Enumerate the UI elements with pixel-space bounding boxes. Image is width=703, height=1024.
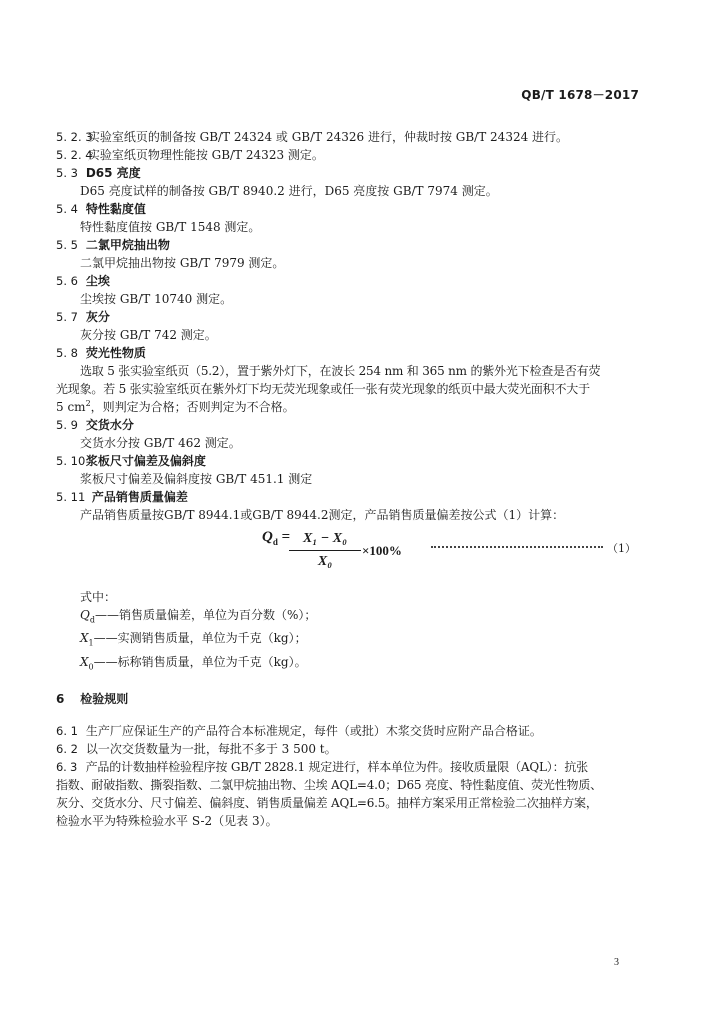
clause-5-9-body: 交货水分按 GB/T 462 测定。 [80,436,241,450]
clause-5-10-body: 浆板尺寸偏差及偏斜度按 GB/T 451.1 测定 [80,472,313,486]
clause-5-6-body: 尘埃按 GB/T 10740 测定。 [80,292,233,306]
symbol: Q [80,608,90,622]
clause-5-9-heading [56,416,640,434]
clause-5-11-body: 产品销售质量按GB/T 8944.1或GB/T 8944.2测定，产品销售质量偏差按公式（1）计算： [80,508,565,522]
where-def-x1 [56,629,640,652]
clause-6-3-line2: 指数、耐破指数、撕裂指数、二氯甲烷抽出物、尘埃 AQL=4.0；D65 亮度、特性黏度值、荧光性物质、 [56,778,602,793]
clause-number: 5. 3 [56,166,78,180]
clause-5-3-heading [56,164,640,182]
symbol-subscript: 1 [88,638,94,648]
formula-fraction [289,530,361,571]
clause-title: 浆板尺寸偏差及偏斜度 [85,454,206,468]
clause-5-5-body: 二氯甲烷抽出物按 GB/T 7979 测定。 [80,256,285,270]
formula-1 [56,528,640,584]
formula-number: （1） [607,542,636,555]
clause-5-7-heading [56,308,640,326]
definition-text: ——实测销售质量，单位为千克（kg）； [93,631,307,646]
section-title: 检验规则 [80,692,129,707]
clause-number: 5. 10 [56,454,86,468]
where-def-qd [56,606,640,629]
section-6-heading [56,690,640,708]
clause-5-4-body: 特性黏度值按 GB/T 1548 测定。 [80,220,261,234]
standard-code: QB/T 1678－2017 [521,88,639,102]
clause-title: 灰分 [85,310,110,324]
page-number: 3 [614,957,619,968]
clause-text: ，则判定为合格；否则判定为不合格。 [90,400,295,414]
clause-5-8-heading [56,344,640,362]
clause-6-3-line4: 检验水平为特殊检验水平 S-2（见表 3）。 [56,814,278,829]
clause-5-10-heading [56,452,640,470]
clause-text: 实验室纸页的制备按 GB/T 24324 或 GB/T 24326 进行，仲裁时按 GB/T 24324 进行。 [87,130,569,144]
clause-6-3-line3: 灰分、交货水分、尺寸偏差、偏斜度、销售质量偏差 AQL=6.5。抽样方案采用正常检验二次抽样方案， [56,796,598,811]
clause-5-2-3 [56,128,640,146]
clause-title: 产品销售质量偏差 [91,490,188,504]
clause-number: 6. 1 [56,724,78,739]
symbol: X [80,631,89,646]
clause-5-4-heading [56,200,640,218]
clause-number: 5. 9 [56,418,78,432]
formula-leader-dots [431,546,603,548]
symbol: X [80,654,89,669]
clause-number: 5. 8 [56,346,78,360]
clause-number: 5. 7 [56,310,78,324]
clause-title: 二氯甲烷抽出物 [85,238,170,252]
clause-5-5-heading [56,236,640,254]
clause-text: 实验室纸页物理性能按 GB/T 24323 测定。 [87,148,324,162]
formula-denominator: X₀ [317,554,333,569]
clause-number: 5. 6 [56,274,78,288]
where-def-x0 [56,653,640,676]
clause-text: 产品的计数抽样检验程序按 GB/T 2828.1 规定进行，样本单位为件。接收质量限（AQL）：抗张 [85,760,588,775]
where-label: 式中： [80,590,117,604]
clause-5-11-heading [56,488,640,506]
formula-numerator: X₁ − X₀ [289,530,361,551]
clause-number: 6. 2 [56,742,78,757]
clause-number: 5. 5 [56,238,78,252]
formula-lhs: $Q_d$ = [262,529,291,547]
clause-number: 5. 2. 4 [56,148,93,162]
symbol-subscript: 0 [88,662,94,672]
clause-title: 交货水分 [85,418,134,432]
clause-number: 6. 3 [56,760,78,775]
formula-lhs-subscript: d [272,537,278,547]
clause-5-8-body-line2: 光现象。若 5 张实验室纸页在紫外灯下均无荧光现象或任一张有荧光现象的纸页中最大荧光面积不大于 [56,382,590,396]
clause-5-8-body-line3 [56,398,640,416]
section-number: 6 [56,692,65,707]
area-exponent: 2 [85,399,91,408]
definition-text: ——标称销售质量，单位为千克（kg）。 [93,654,307,669]
clause-number: 5. 4 [56,202,78,216]
clause-5-6-heading [56,272,640,290]
clause-title: 荧光性物质 [85,346,146,360]
clause-5-2-4 [56,146,640,164]
clause-text: 生产厂应保证生产的产品符合本标准规定，每件（或批）木浆交货时应附产品合格证。 [85,724,542,739]
clause-number: 5. 2. 3 [56,130,93,144]
page-content [56,128,640,830]
formula-multiplier: ×100% [362,543,402,558]
clause-title: D65 亮度 [85,166,141,180]
clause-title: 尘埃 [85,274,110,288]
clause-5-8-body-line1: 选取 5 张实验室纸页（5.2），置于紫外灯下，在波长 254 nm 和 365 nm 的紫外光下检查是否有荧 [80,364,601,378]
clause-title: 特性黏度值 [85,202,146,216]
clause-6-1 [56,722,640,740]
clause-5-7-body: 灰分按 GB/T 742 测定。 [80,328,217,342]
symbol-subscript: d [89,615,95,625]
clause-text: 以一次交货数量为一批，每批不多于 3 500 t。 [85,742,337,757]
definition-text: ——销售质量偏差，单位为百分数（%）； [94,608,317,622]
clause-number: 5. 11 [56,490,86,504]
clause-6-3-line1 [56,758,640,776]
clause-5-3-body: D65 亮度试样的制备按 GB/T 8940.2 进行，D65 亮度按 GB/T 7974 测定。 [80,184,498,198]
formula-lhs-symbol: Q [262,529,273,545]
clause-6-2 [56,740,640,758]
area-value: 5 cm [56,400,86,414]
